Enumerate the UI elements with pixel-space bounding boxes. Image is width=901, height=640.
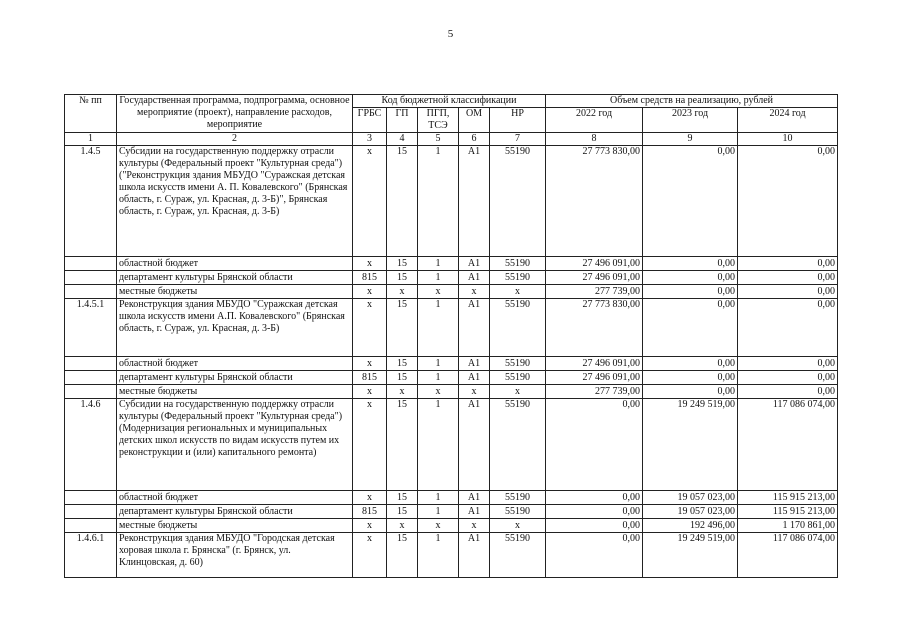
row-2023: 0,00	[643, 271, 738, 285]
row-2023: 0,00	[643, 285, 738, 299]
header-num: № пп	[65, 95, 117, 133]
header-row-1	[65, 95, 838, 108]
row-om: А1	[459, 357, 490, 371]
row-2024: 117 086 074,00	[738, 533, 838, 578]
row-gp: х	[387, 385, 418, 399]
colnum: 7	[490, 133, 546, 146]
row-om: х	[459, 285, 490, 299]
row-om: А1	[459, 505, 490, 519]
row-number	[65, 357, 117, 371]
row-grbs: х	[353, 385, 387, 399]
row-gp: 15	[387, 146, 418, 257]
row-nr: 55190	[490, 146, 546, 257]
header-2024: 2024 год	[738, 108, 838, 133]
row-name: департамент культуры Брянской области	[117, 505, 353, 519]
row-om: А1	[459, 399, 490, 491]
row-gp: 15	[387, 533, 418, 578]
row-grbs: х	[353, 357, 387, 371]
row-name: областной бюджет	[117, 491, 353, 505]
row-grbs: х	[353, 519, 387, 533]
row-ppgp: 1	[418, 491, 459, 505]
row-grbs: 815	[353, 505, 387, 519]
row-name: департамент культуры Брянской области	[117, 371, 353, 385]
row-om: А1	[459, 257, 490, 271]
row-nr: 55190	[490, 491, 546, 505]
row-name: Субсидии на государственную поддержку отрасли культуры (Федеральный проект "Культурная среда") (Модернизация региональных и муниципальных детских школ искусств по видам искусств путем их реконструкции и (или) капитального ремонта)	[117, 399, 353, 491]
column-numbers-row	[65, 133, 838, 146]
row-gp: 15	[387, 491, 418, 505]
row-2024: 1 170 861,00	[738, 519, 838, 533]
row-gp: 15	[387, 399, 418, 491]
row-ppgp: 1	[418, 357, 459, 371]
row-grbs: 815	[353, 371, 387, 385]
header-2023: 2023 год	[643, 108, 738, 133]
row-nr: х	[490, 385, 546, 399]
header-nr: НР	[490, 108, 546, 133]
row-name: местные бюджеты	[117, 285, 353, 299]
row-ppgp: 1	[418, 146, 459, 257]
row-name: Реконструкция здания МБУДО "Городская детская хоровая школа г. Брянска" (г. Брянск, ул. Клинцовская, д. 60)	[117, 533, 353, 578]
table-row-subitem	[65, 257, 838, 271]
table-row-item	[65, 533, 838, 578]
page-number: 5	[447, 28, 454, 40]
row-nr: 55190	[490, 357, 546, 371]
colnum: 8	[546, 133, 643, 146]
row-2023: 0,00	[643, 357, 738, 371]
row-2024: 0,00	[738, 146, 838, 257]
row-2022: 27 773 830,00	[546, 299, 643, 357]
row-ppgp: 1	[418, 533, 459, 578]
row-nr: 55190	[490, 371, 546, 385]
row-2023: 0,00	[643, 371, 738, 385]
row-om: А1	[459, 371, 490, 385]
row-ppgp: 1	[418, 299, 459, 357]
row-number: 1.4.6	[65, 399, 117, 491]
row-nr: 55190	[490, 271, 546, 285]
header-grbs: ГРБС	[353, 108, 387, 133]
row-om: А1	[459, 491, 490, 505]
row-gp: 15	[387, 271, 418, 285]
row-2024: 0,00	[738, 285, 838, 299]
table-row-subitem	[65, 491, 838, 505]
header-kbk: Код бюджетной классификации	[353, 95, 546, 108]
row-nr: 55190	[490, 505, 546, 519]
row-2023: 0,00	[643, 146, 738, 257]
row-number	[65, 505, 117, 519]
row-name: областной бюджет	[117, 357, 353, 371]
header-gp: ГП	[387, 108, 418, 133]
colnum: 5	[418, 133, 459, 146]
table-row-subitem	[65, 271, 838, 285]
header-ppgp: ПГП, ТСЭ	[418, 108, 459, 133]
table-row-subitem	[65, 357, 838, 371]
row-2023: 19 057 023,00	[643, 491, 738, 505]
row-2022: 0,00	[546, 533, 643, 578]
row-2023: 0,00	[643, 299, 738, 357]
colnum: 3	[353, 133, 387, 146]
row-gp: х	[387, 285, 418, 299]
table-row-subitem	[65, 385, 838, 399]
row-number	[65, 371, 117, 385]
row-2024: 115 915 213,00	[738, 491, 838, 505]
row-2024: 115 915 213,00	[738, 505, 838, 519]
row-2022: 27 496 091,00	[546, 257, 643, 271]
row-grbs: х	[353, 299, 387, 357]
header-name: Государственная программа, подпрограмма, основное мероприятие (проект), направление расходов, мероприятие	[117, 95, 353, 133]
row-ppgp: 1	[418, 399, 459, 491]
row-number	[65, 257, 117, 271]
table-row-subitem	[65, 371, 838, 385]
row-grbs: х	[353, 257, 387, 271]
row-name: местные бюджеты	[117, 519, 353, 533]
row-2023: 192 496,00	[643, 519, 738, 533]
row-2023: 19 249 519,00	[643, 399, 738, 491]
colnum: 2	[117, 133, 353, 146]
header-om: ОМ	[459, 108, 490, 133]
row-2022: 27 496 091,00	[546, 371, 643, 385]
row-ppgp: х	[418, 285, 459, 299]
budget-table	[64, 94, 838, 578]
row-2024: 0,00	[738, 257, 838, 271]
row-om: А1	[459, 146, 490, 257]
row-gp: х	[387, 519, 418, 533]
row-2022: 0,00	[546, 399, 643, 491]
row-gp: 15	[387, 505, 418, 519]
row-number: 1.4.5.1	[65, 299, 117, 357]
row-ppgp: 1	[418, 371, 459, 385]
row-2023: 19 057 023,00	[643, 505, 738, 519]
row-name: областной бюджет	[117, 257, 353, 271]
row-nr: х	[490, 285, 546, 299]
row-om: А1	[459, 271, 490, 285]
row-2022: 277 739,00	[546, 385, 643, 399]
colnum: 10	[738, 133, 838, 146]
row-nr: 55190	[490, 533, 546, 578]
table-row-item	[65, 146, 838, 257]
row-number	[65, 285, 117, 299]
row-gp: 15	[387, 357, 418, 371]
row-ppgp: х	[418, 385, 459, 399]
table-row-item	[65, 399, 838, 491]
colnum: 1	[65, 133, 117, 146]
row-name: местные бюджеты	[117, 385, 353, 399]
row-2023: 0,00	[643, 385, 738, 399]
header-volume: Объем средств на реализацию, рублей	[546, 95, 838, 108]
row-name: Субсидии на государственную поддержку отрасли культуры (Федеральный проект "Культурная среда") ("Реконструкция здания МБУДО "Суражская детская школа искусств имени А. П. Ковалевского" (Брянская область, г. Сураж, ул. Красная, д. 3-Б)", Брянская область, г. Сураж, ул. Красная, д. 3-Б)	[117, 146, 353, 257]
row-2022: 0,00	[546, 519, 643, 533]
row-2023: 19 249 519,00	[643, 533, 738, 578]
row-number	[65, 271, 117, 285]
colnum: 6	[459, 133, 490, 146]
row-number	[65, 385, 117, 399]
row-om: х	[459, 519, 490, 533]
row-number	[65, 491, 117, 505]
row-2022: 0,00	[546, 491, 643, 505]
row-2024: 0,00	[738, 385, 838, 399]
row-2024: 0,00	[738, 371, 838, 385]
row-2024: 117 086 074,00	[738, 399, 838, 491]
row-om: А1	[459, 299, 490, 357]
header-2022: 2022 год	[546, 108, 643, 133]
row-ppgp: 1	[418, 505, 459, 519]
row-name: департамент культуры Брянской области	[117, 271, 353, 285]
row-ppgp: 1	[418, 257, 459, 271]
table-row-subitem	[65, 285, 838, 299]
row-grbs: х	[353, 533, 387, 578]
row-2022: 27 773 830,00	[546, 146, 643, 257]
row-2022: 0,00	[546, 505, 643, 519]
row-gp: 15	[387, 257, 418, 271]
row-name: Реконструкция здания МБУДО "Суражская детская школа искусств имени А.П. Ковалевского" (Брянская область, г. Сураж, ул. Красная, д. 3-Б)	[117, 299, 353, 357]
row-nr: 55190	[490, 257, 546, 271]
row-gp: 15	[387, 299, 418, 357]
colnum: 4	[387, 133, 418, 146]
row-number	[65, 519, 117, 533]
row-om: А1	[459, 533, 490, 578]
row-nr: х	[490, 519, 546, 533]
row-number: 1.4.5	[65, 146, 117, 257]
row-2024: 0,00	[738, 357, 838, 371]
row-om: х	[459, 385, 490, 399]
row-2023: 0,00	[643, 257, 738, 271]
row-2022: 277 739,00	[546, 285, 643, 299]
row-2024: 0,00	[738, 271, 838, 285]
row-number: 1.4.6.1	[65, 533, 117, 578]
row-ppgp: х	[418, 519, 459, 533]
row-2022: 27 496 091,00	[546, 271, 643, 285]
row-2022: 27 496 091,00	[546, 357, 643, 371]
table-row-item	[65, 299, 838, 357]
row-grbs: х	[353, 491, 387, 505]
row-ppgp: 1	[418, 271, 459, 285]
row-nr: 55190	[490, 299, 546, 357]
table-row-subitem	[65, 519, 838, 533]
row-grbs: х	[353, 285, 387, 299]
row-gp: 15	[387, 371, 418, 385]
table-row-subitem	[65, 505, 838, 519]
row-2024: 0,00	[738, 299, 838, 357]
row-nr: 55190	[490, 399, 546, 491]
row-grbs: 815	[353, 271, 387, 285]
row-grbs: х	[353, 399, 387, 491]
row-grbs: х	[353, 146, 387, 257]
colnum: 9	[643, 133, 738, 146]
